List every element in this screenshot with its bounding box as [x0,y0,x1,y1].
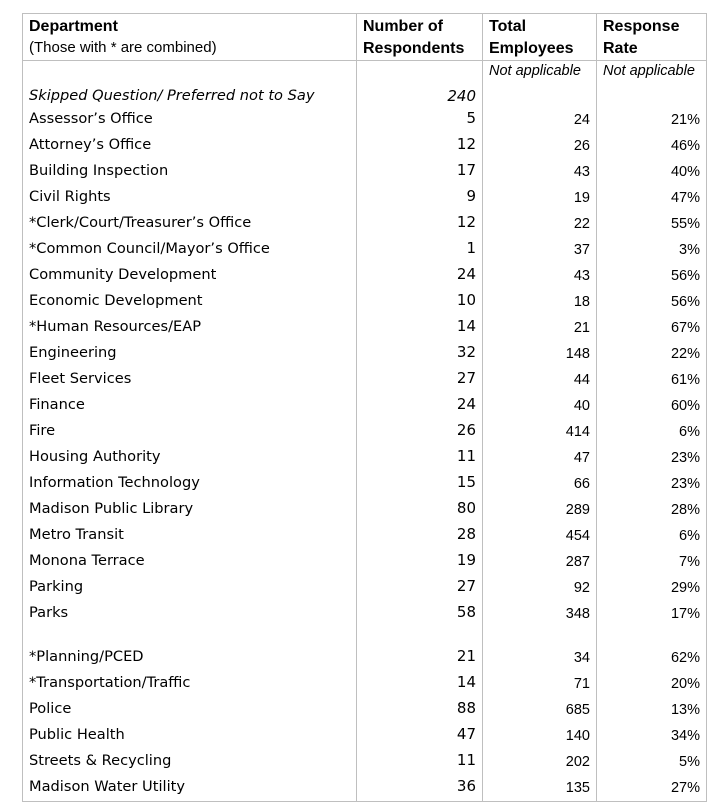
employees-cell: 26 [483,133,597,159]
employees-cell: 24 [483,107,597,133]
department-cell: *Planning/PCED [23,645,357,671]
table-row [23,775,707,802]
department-cell: Parking [23,575,357,601]
header-department-label: Department [29,18,118,35]
employees-cell: 92 [483,575,597,601]
department-cell: Information Technology [23,471,357,497]
department-cell: Madison Public Library [23,497,357,523]
department-cell: Fire [23,419,357,445]
department-cell: Streets & Recycling [23,749,357,775]
rate-cell: 3% [597,237,707,263]
rate-cell: 21% [597,107,707,133]
respondents-cell: 26 [357,419,483,445]
employees-cell: 66 [483,471,597,497]
employees-cell: 47 [483,445,597,471]
rate-cell: 34% [597,723,707,749]
respondents-cell: 15 [357,471,483,497]
skipped-row [23,61,707,108]
respondents-cell: 12 [357,211,483,237]
respondents-cell: 17 [357,159,483,185]
table-row [23,159,707,185]
department-cell: *Transportation/Traffic [23,671,357,697]
department-cell: *Clerk/Court/Treasurer’s Office [23,211,357,237]
table-row [23,341,707,367]
respondents-cell: 24 [357,393,483,419]
rate-cell: 29% [597,575,707,601]
employees-cell: 40 [483,393,597,419]
respondents-cell: 5 [357,107,483,133]
rate-cell: 67% [597,315,707,341]
employees-cell: 454 [483,523,597,549]
employees-cell: 37 [483,237,597,263]
table-row [23,315,707,341]
table-row [23,445,707,471]
rate-cell: 60% [597,393,707,419]
department-cell: *Human Resources/EAP [23,315,357,341]
respondents-cell: 14 [357,671,483,697]
table-row [23,107,707,133]
table-row [23,723,707,749]
response-rate-table [22,13,707,802]
department-cell: Parks [23,601,357,645]
skipped-rate: Not applicable [597,61,707,108]
employees-cell: 685 [483,697,597,723]
table-row [23,601,707,645]
respondents-cell: 27 [357,575,483,601]
department-cell: Engineering [23,341,357,367]
table-row [23,133,707,159]
rate-cell: 46% [597,133,707,159]
employees-cell: 135 [483,775,597,802]
employees-cell: 287 [483,549,597,575]
respondents-cell: 14 [357,315,483,341]
table-row [23,367,707,393]
department-cell: Public Health [23,723,357,749]
employees-cell: 414 [483,419,597,445]
employees-cell: 202 [483,749,597,775]
rate-cell: 62% [597,645,707,671]
rate-cell: 13% [597,697,707,723]
skipped-respondents: 240 [357,61,483,108]
department-cell: Madison Water Utility [23,775,357,802]
department-cell: Civil Rights [23,185,357,211]
department-cell: Finance [23,393,357,419]
respondents-cell: 11 [357,445,483,471]
employees-cell: 44 [483,367,597,393]
employees-cell: 43 [483,263,597,289]
department-cell: Economic Development [23,289,357,315]
rate-cell: 47% [597,185,707,211]
rate-cell: 56% [597,263,707,289]
rate-cell: 28% [597,497,707,523]
table-row [23,671,707,697]
rate-cell: 55% [597,211,707,237]
rate-cell: 6% [597,523,707,549]
rate-cell: 22% [597,341,707,367]
header-row [23,14,707,61]
department-cell: Housing Authority [23,445,357,471]
respondents-cell: 12 [357,133,483,159]
rate-cell: 20% [597,671,707,697]
department-cell: Police [23,697,357,723]
respondents-cell: 80 [357,497,483,523]
employees-cell: 21 [483,315,597,341]
employees-cell: 140 [483,723,597,749]
header-department-note: (Those with * are combined) [29,39,217,56]
header-respondents: Number of Respondents [357,14,483,61]
employees-cell: 22 [483,211,597,237]
respondents-cell: 27 [357,367,483,393]
respondents-cell: 36 [357,775,483,802]
department-cell: Community Development [23,263,357,289]
table-row [23,697,707,723]
respondents-cell: 24 [357,263,483,289]
skipped-employees: Not applicable [483,61,597,108]
table-row [23,185,707,211]
skipped-label: Skipped Question/ Preferred not to Say [23,61,357,108]
department-cell: Metro Transit [23,523,357,549]
department-cell: *Common Council/Mayor’s Office [23,237,357,263]
department-cell: Building Inspection [23,159,357,185]
respondents-cell: 11 [357,749,483,775]
table-row [23,523,707,549]
employees-cell: 18 [483,289,597,315]
rate-cell: 7% [597,549,707,575]
header-rate: Response Rate [597,14,707,61]
employees-cell: 148 [483,341,597,367]
respondents-cell: 28 [357,523,483,549]
employees-cell: 43 [483,159,597,185]
header-department [23,14,357,61]
department-cell: Fleet Services [23,367,357,393]
table-row [23,237,707,263]
rate-cell: 23% [597,445,707,471]
employees-cell: 71 [483,671,597,697]
table-row [23,575,707,601]
rate-cell: 56% [597,289,707,315]
rate-cell: 40% [597,159,707,185]
table-row [23,645,707,671]
rate-cell: 17% [597,601,707,645]
table-row [23,393,707,419]
table-row [23,471,707,497]
employees-cell: 289 [483,497,597,523]
rate-cell: 6% [597,419,707,445]
table-row [23,419,707,445]
respondents-cell: 47 [357,723,483,749]
respondents-cell: 58 [357,601,483,645]
header-employees: Total Employees [483,14,597,61]
respondents-cell: 88 [357,697,483,723]
employees-cell: 34 [483,645,597,671]
employees-cell: 19 [483,185,597,211]
respondents-cell: 21 [357,645,483,671]
respondents-cell: 19 [357,549,483,575]
respondents-cell: 1 [357,237,483,263]
table-row [23,549,707,575]
table-row [23,263,707,289]
rate-cell: 27% [597,775,707,802]
department-cell: Monona Terrace [23,549,357,575]
table-row [23,289,707,315]
respondents-cell: 10 [357,289,483,315]
table-row [23,749,707,775]
table-row [23,211,707,237]
department-cell: Assessor’s Office [23,107,357,133]
employees-cell: 348 [483,601,597,645]
department-cell: Attorney’s Office [23,133,357,159]
rate-cell: 61% [597,367,707,393]
table-row [23,497,707,523]
respondents-cell: 9 [357,185,483,211]
rate-cell: 23% [597,471,707,497]
rate-cell: 5% [597,749,707,775]
respondents-cell: 32 [357,341,483,367]
